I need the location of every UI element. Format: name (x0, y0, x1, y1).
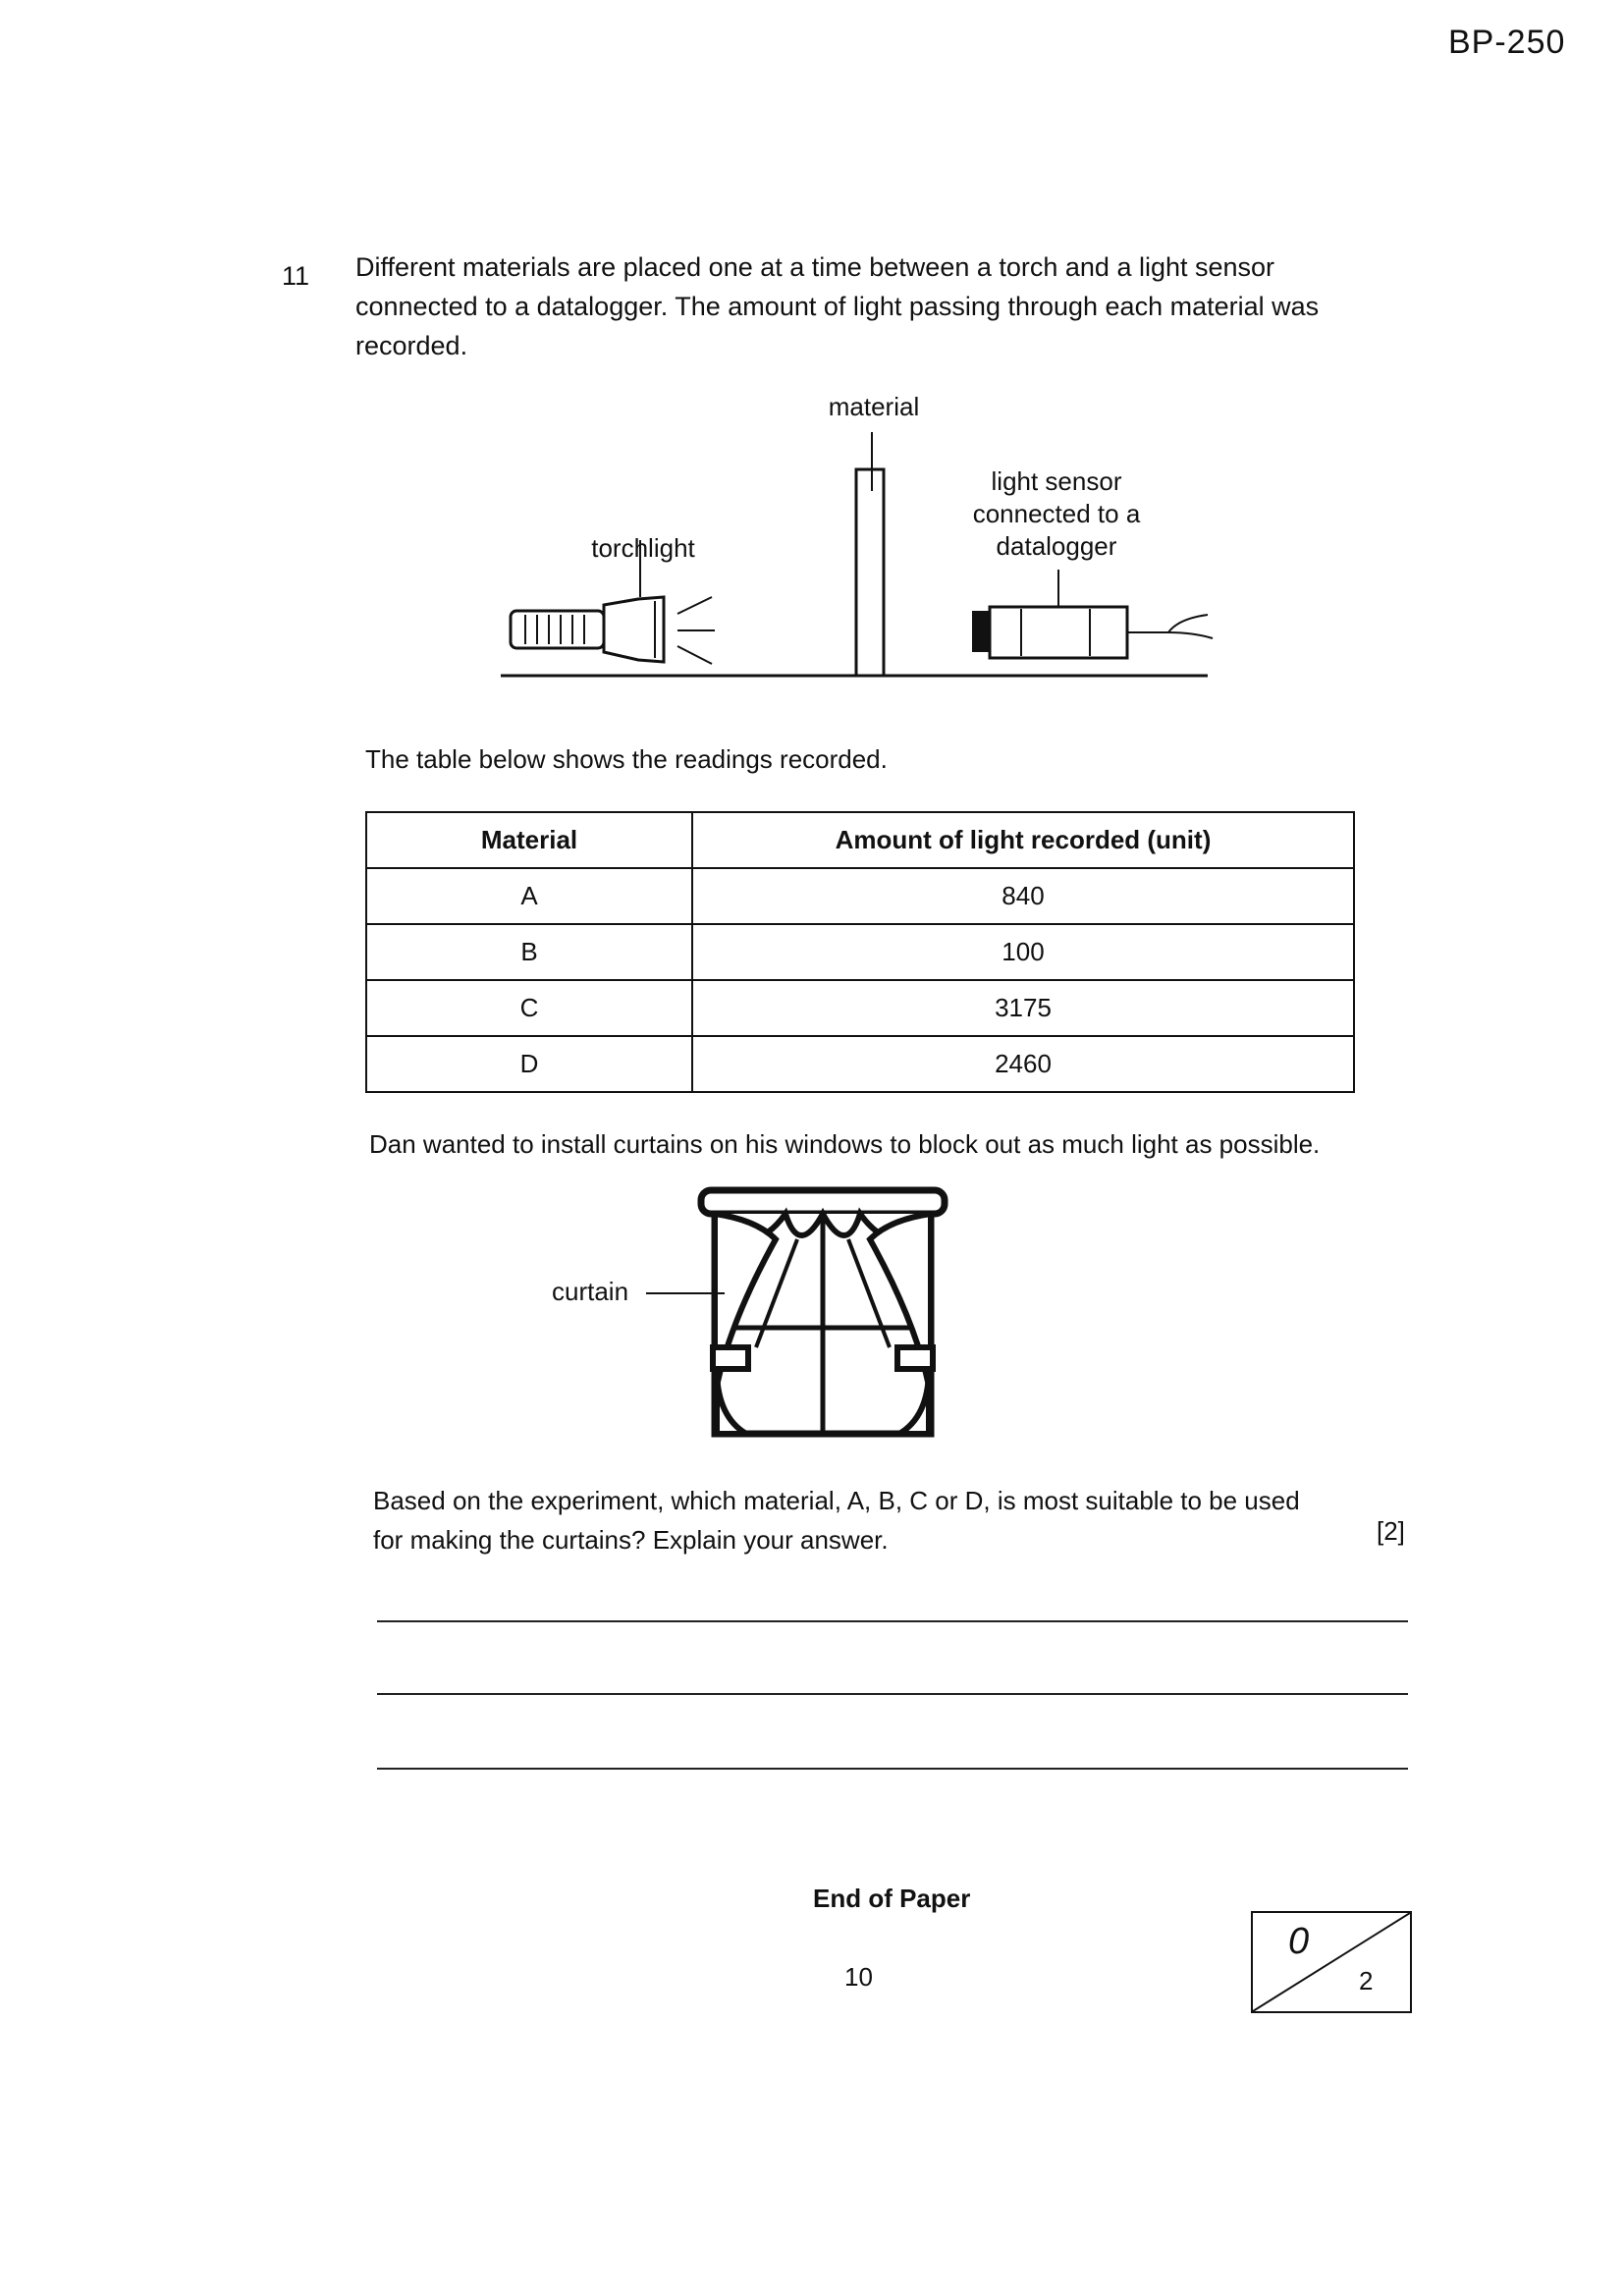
page-code: BP-250 (1448, 24, 1566, 61)
question-number: 11 (282, 261, 310, 291)
answer-line-3[interactable] (377, 1768, 1408, 1770)
material-label: material (828, 392, 920, 421)
cell-amount: 2460 (692, 1036, 1354, 1092)
score-box (1251, 1911, 1412, 2013)
curtain-label: curtain (552, 1277, 629, 1306)
answer-line-2[interactable] (377, 1693, 1408, 1695)
column-header-amount: Amount of light recorded (unit) (692, 812, 1354, 868)
score-total: 2 (1359, 1966, 1374, 1995)
scenario-text: Dan wanted to install curtains on his windows to block out as much light as possible. (369, 1129, 1321, 1159)
sensor-label-line: connected to a (972, 499, 1141, 528)
cell-material: A (366, 868, 692, 924)
marks-label: [2] (1377, 1516, 1405, 1546)
readings-table (365, 811, 1355, 1093)
sensor-label-line: datalogger (996, 531, 1117, 561)
prompt-line: Based on the experiment, which material, A, B, C or D, is most suitable to be used (373, 1486, 1300, 1515)
cell-material: B (366, 924, 692, 980)
table-intro: The table below shows the readings recorded. (365, 744, 888, 774)
cell-material: C (366, 980, 692, 1036)
end-of-paper: End of Paper (813, 1884, 971, 1913)
table-row (366, 924, 1354, 980)
table-header-row (366, 812, 1354, 868)
cell-amount: 100 (692, 924, 1354, 980)
column-header-material: Material (366, 812, 692, 868)
question-text-line: connected to a datalogger. The amount of light passing through each material was (355, 292, 1320, 321)
table-row (366, 868, 1354, 924)
question-text-line: Different materials are placed one at a time between a torch and a light sensor (355, 252, 1275, 282)
sensor-label (948, 465, 1164, 563)
curtain-pointer-line (646, 1292, 725, 1294)
score-box-diagonal (1253, 1913, 1410, 2011)
torch-icon (511, 597, 664, 662)
material-strip (856, 469, 884, 676)
table-row (366, 980, 1354, 1036)
page-number: 10 (844, 1962, 873, 1992)
cell-amount: 3175 (692, 980, 1354, 1036)
light-sensor-icon (972, 607, 1213, 658)
table-row (366, 1036, 1354, 1092)
cell-material: D (366, 1036, 692, 1092)
light-rays (677, 597, 715, 664)
score-obtained: 0 (1288, 1921, 1310, 1962)
torch-label: torchlight (591, 533, 695, 563)
cell-amount: 840 (692, 868, 1354, 924)
curtain-window-diagram (687, 1180, 962, 1446)
question-prompt (373, 1481, 1414, 1559)
sensor-label-line: light sensor (991, 466, 1122, 496)
question-text (355, 247, 1494, 365)
answer-line-1[interactable] (377, 1620, 1408, 1622)
prompt-line: for making the curtains? Explain your answer. (373, 1525, 889, 1555)
question-text-line: recorded. (355, 331, 468, 360)
